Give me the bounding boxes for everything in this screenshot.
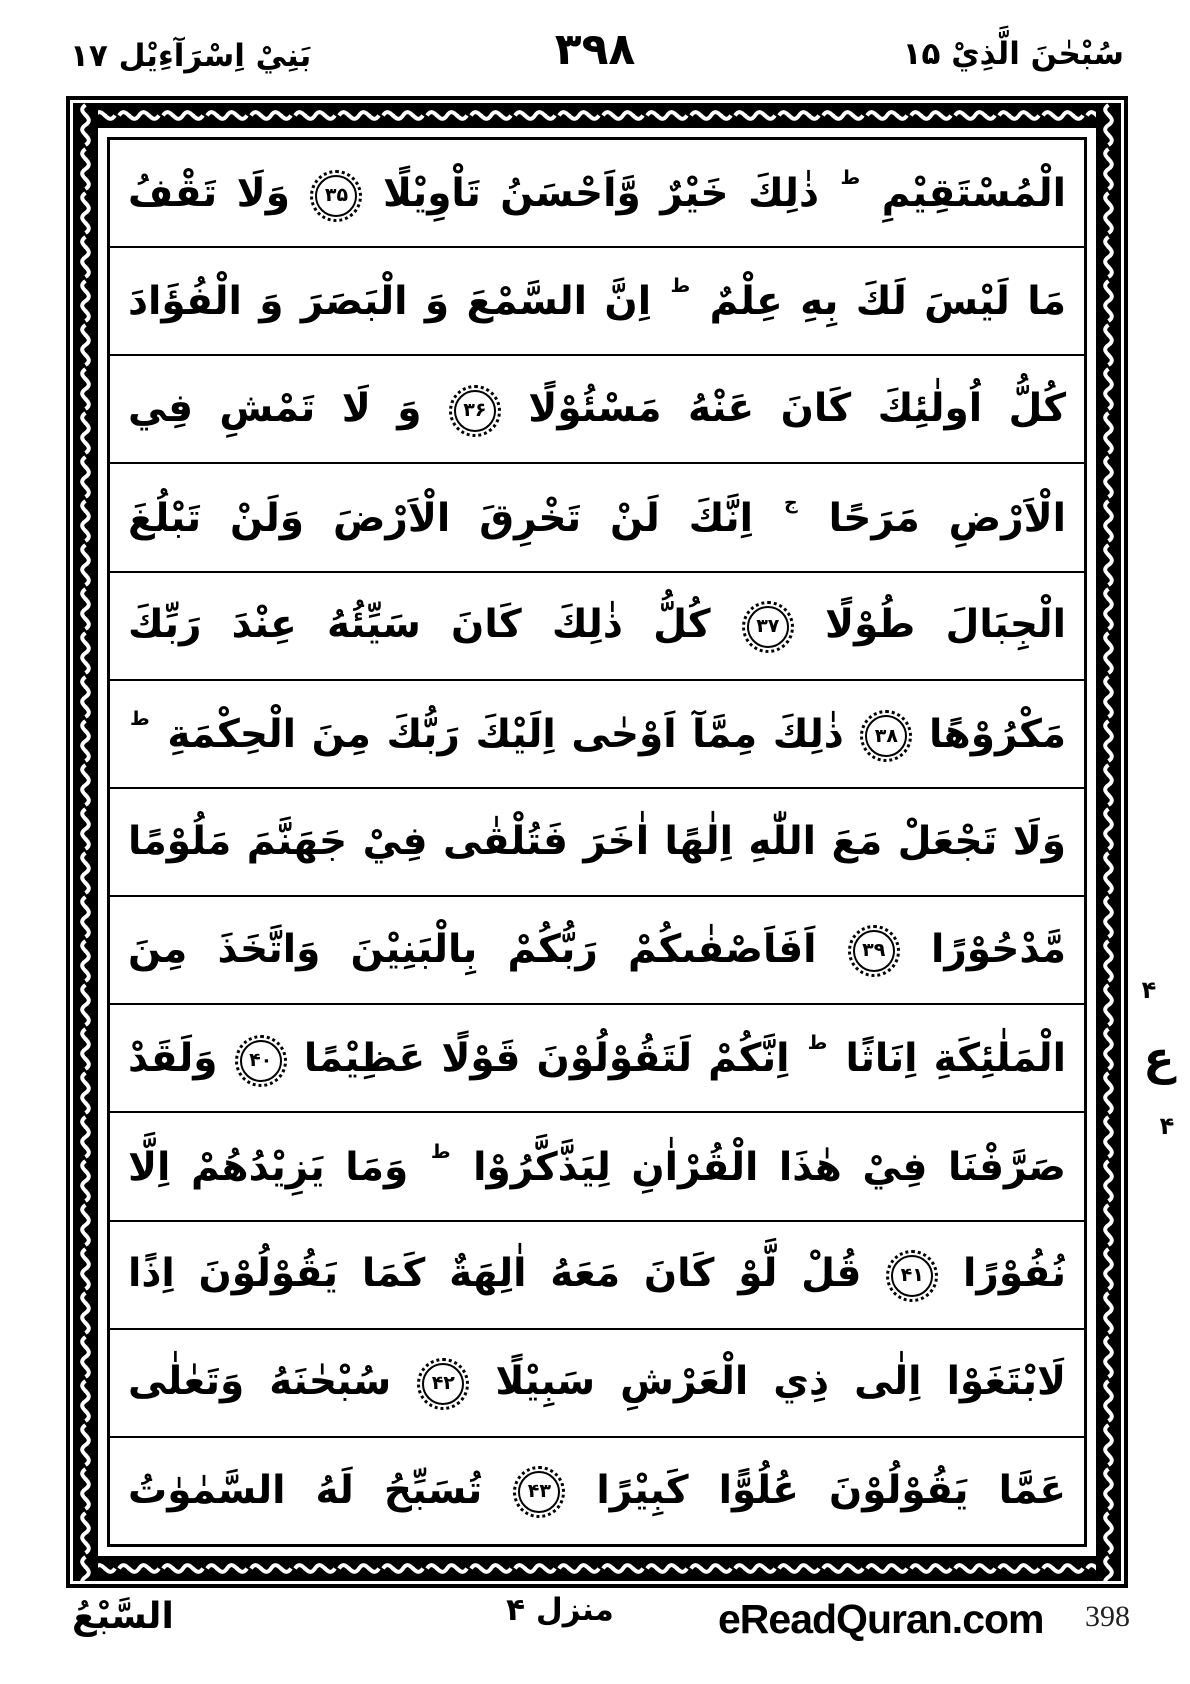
quran-line (110, 356, 1084, 464)
quran-line-text (110, 1467, 1084, 1516)
quran-line (110, 464, 1084, 572)
verse-end-marker: ۴۰ (240, 1040, 282, 1082)
quran-line-text (110, 708, 1084, 760)
quran-line (110, 573, 1084, 681)
verse-end-marker: ۴۲ (422, 1363, 464, 1405)
frame-ornament-bottom-icon (73, 1556, 1121, 1581)
ayah-text: صَرَّفْنَا فِيْ هٰذَا الْقُرْاٰنِ لِيَذَّكَّرُوْا (473, 1144, 1066, 1190)
quran-line-text (110, 1358, 1084, 1407)
quran-line-text (110, 492, 1084, 544)
ayah-text: وَمَا يَزِيْدُهُمْ اِلَّا (128, 1144, 409, 1190)
verse-end-marker: ۳۶ (454, 390, 496, 432)
quran-line (110, 248, 1084, 356)
waqf-mark: ط (130, 707, 150, 730)
quran-line (110, 140, 1084, 248)
ayah-text: مَّدْحُوْرًا (930, 926, 1067, 972)
quran-line (110, 1330, 1084, 1438)
page-number-arabic: ۳۹۸ (554, 24, 636, 75)
quran-line (110, 1005, 1084, 1113)
verse-end-marker: ۳۸ (865, 715, 907, 757)
ayah-text: اَفَاَصْفٰىكُمْ رَبُّكُمْ بِالْبَنِيْنَ وَاتَّخَذَ مِنَ (128, 926, 817, 972)
quran-line-text (110, 926, 1084, 975)
ruku-ain-icon: ع (1143, 1031, 1175, 1085)
frame-ornament-top-icon (73, 103, 1121, 128)
quran-line (110, 897, 1084, 1005)
page-number: 398 (1085, 1600, 1130, 1633)
quran-line (110, 1222, 1084, 1330)
ayah-text: كُلُّ اُولٰئِكَ كَانَ عَنْهُ مَسْئُوْلًا (528, 386, 1067, 432)
surah-title: بَنِيْ اِسْرَآءِيْل ۱۷ (70, 38, 312, 74)
quran-line (110, 1438, 1084, 1544)
verse-end-marker: ۴۳ (518, 1471, 560, 1513)
verse-end-marker: ۳۹ (853, 930, 895, 972)
quran-line (110, 681, 1084, 789)
juz-title: سُبْحٰنَ الَّذِيْ ۱۵ (902, 36, 1124, 72)
quran-lines (107, 137, 1087, 1547)
ayah-text: اِنَّ السَّمْعَ وَ الْبَصَرَ وَ الْفُؤَادَ (128, 279, 652, 325)
ayah-text: وَلَا تَقْفُ (128, 171, 290, 217)
quran-line-text (110, 1250, 1084, 1299)
ayah-text: الْاَرْضِ مَرَحًا (828, 495, 1067, 541)
ayah-text: الْجِبَالَ طُوْلًا (825, 602, 1067, 648)
waqf-mark: ط (807, 1032, 828, 1055)
ayah-text: ذٰلِكَ خَيْرٌ وَّاَحْسَنُ تَاْوِيْلًا (382, 171, 819, 217)
ayah-text: اِنَّكُمْ لَتَقُوْلُوْنَ قَوْلًا عَظِيْمًا (303, 1036, 790, 1082)
waqf-mark: ط (430, 1140, 451, 1163)
ayah-text: اِنَّكَ لَنْ تَخْرِقَ الْاَرْضَ وَلَنْ تَبْلُغَ (128, 495, 754, 541)
frame-ornament-left-icon (73, 103, 98, 1581)
ayah-text: مَكْرُوْهًا (929, 711, 1067, 757)
verse-end-marker: ۴۱ (891, 1255, 933, 1297)
waqf-mark: ط (840, 167, 861, 190)
ayah-text: عَمَّا يَقُوْلُوْنَ عُلُوًّا كَبِيْرًا (596, 1467, 1067, 1513)
ayah-text: الْمَلٰئِكَةِ اِنَاثًا (845, 1036, 1066, 1082)
ayah-text: الْمُسْتَقِيْمِ (881, 171, 1067, 217)
brand-watermark: eReadQuran.com (718, 1596, 1044, 1642)
ayah-text: وَلَقَدْ (128, 1036, 218, 1082)
ayah-text: وَ لَا تَمْشِ فِي (128, 386, 422, 432)
verse-end-marker: ۳۵ (315, 175, 357, 217)
footer-section-label: السَّبْعُ (72, 1596, 174, 1637)
ayah-text: سُبْحٰنَهُ وَتَعٰلٰى (128, 1359, 392, 1405)
quran-line-text (110, 1141, 1084, 1193)
ayah-text: كُلُّ ذٰلِكَ كَانَ سَيِّئُهُ عِنْدَ رَبِّكَ (128, 602, 711, 648)
ayah-text: نُفُوْرًا (963, 1251, 1067, 1297)
quran-line-text (110, 818, 1084, 867)
ayah-text: لَابْتَغَوْا اِلٰى ذِي الْعَرْشِ سَبِيْلًا (495, 1359, 1067, 1405)
quran-line-text (110, 275, 1084, 327)
ayah-text: ذٰلِكَ مِمَّآ اَوْحٰى اِلَيْكَ رَبُّكَ مِنَ الْحِكْمَةِ (167, 711, 844, 757)
verse-end-marker: ۳۷ (747, 606, 789, 648)
quran-line-text (110, 1032, 1084, 1084)
quran-line (110, 1113, 1084, 1221)
manzil-label: منزل ۴ (506, 1592, 614, 1628)
quran-line-text (110, 385, 1084, 434)
waqf-mark: ج (783, 491, 798, 514)
ayah-text: تُسَبِّحُ لَهُ السَّمٰوٰتُ (128, 1467, 483, 1513)
ruku-number-top: ۴ (1141, 976, 1157, 1004)
ayah-text: مَا لَيْسَ لَكَ بِهِ عِلْمٌ (709, 279, 1067, 325)
ruku-marker (1130, 978, 1188, 1138)
ayah-text: وَلَا تَجْعَلْ مَعَ اللّٰهِ اِلٰهًا اٰخَرَ فَتُلْقٰى فِيْ جَهَنَّمَ مَلُوْمًا (128, 818, 1066, 864)
frame-ornament-right-icon (1096, 103, 1121, 1581)
ayah-text: قُلْ لَّوْ كَانَ مَعَهُ اٰلِهَةٌ كَمَا يَقُوْلُوْنَ اِذًا (128, 1251, 862, 1297)
quran-line-text (110, 167, 1084, 219)
quran-line (110, 789, 1084, 897)
ruku-number-bottom: ۴ (1159, 1112, 1175, 1140)
quran-line-text (110, 601, 1084, 650)
ornamental-frame (66, 96, 1128, 1588)
waqf-mark: ط (670, 275, 691, 298)
